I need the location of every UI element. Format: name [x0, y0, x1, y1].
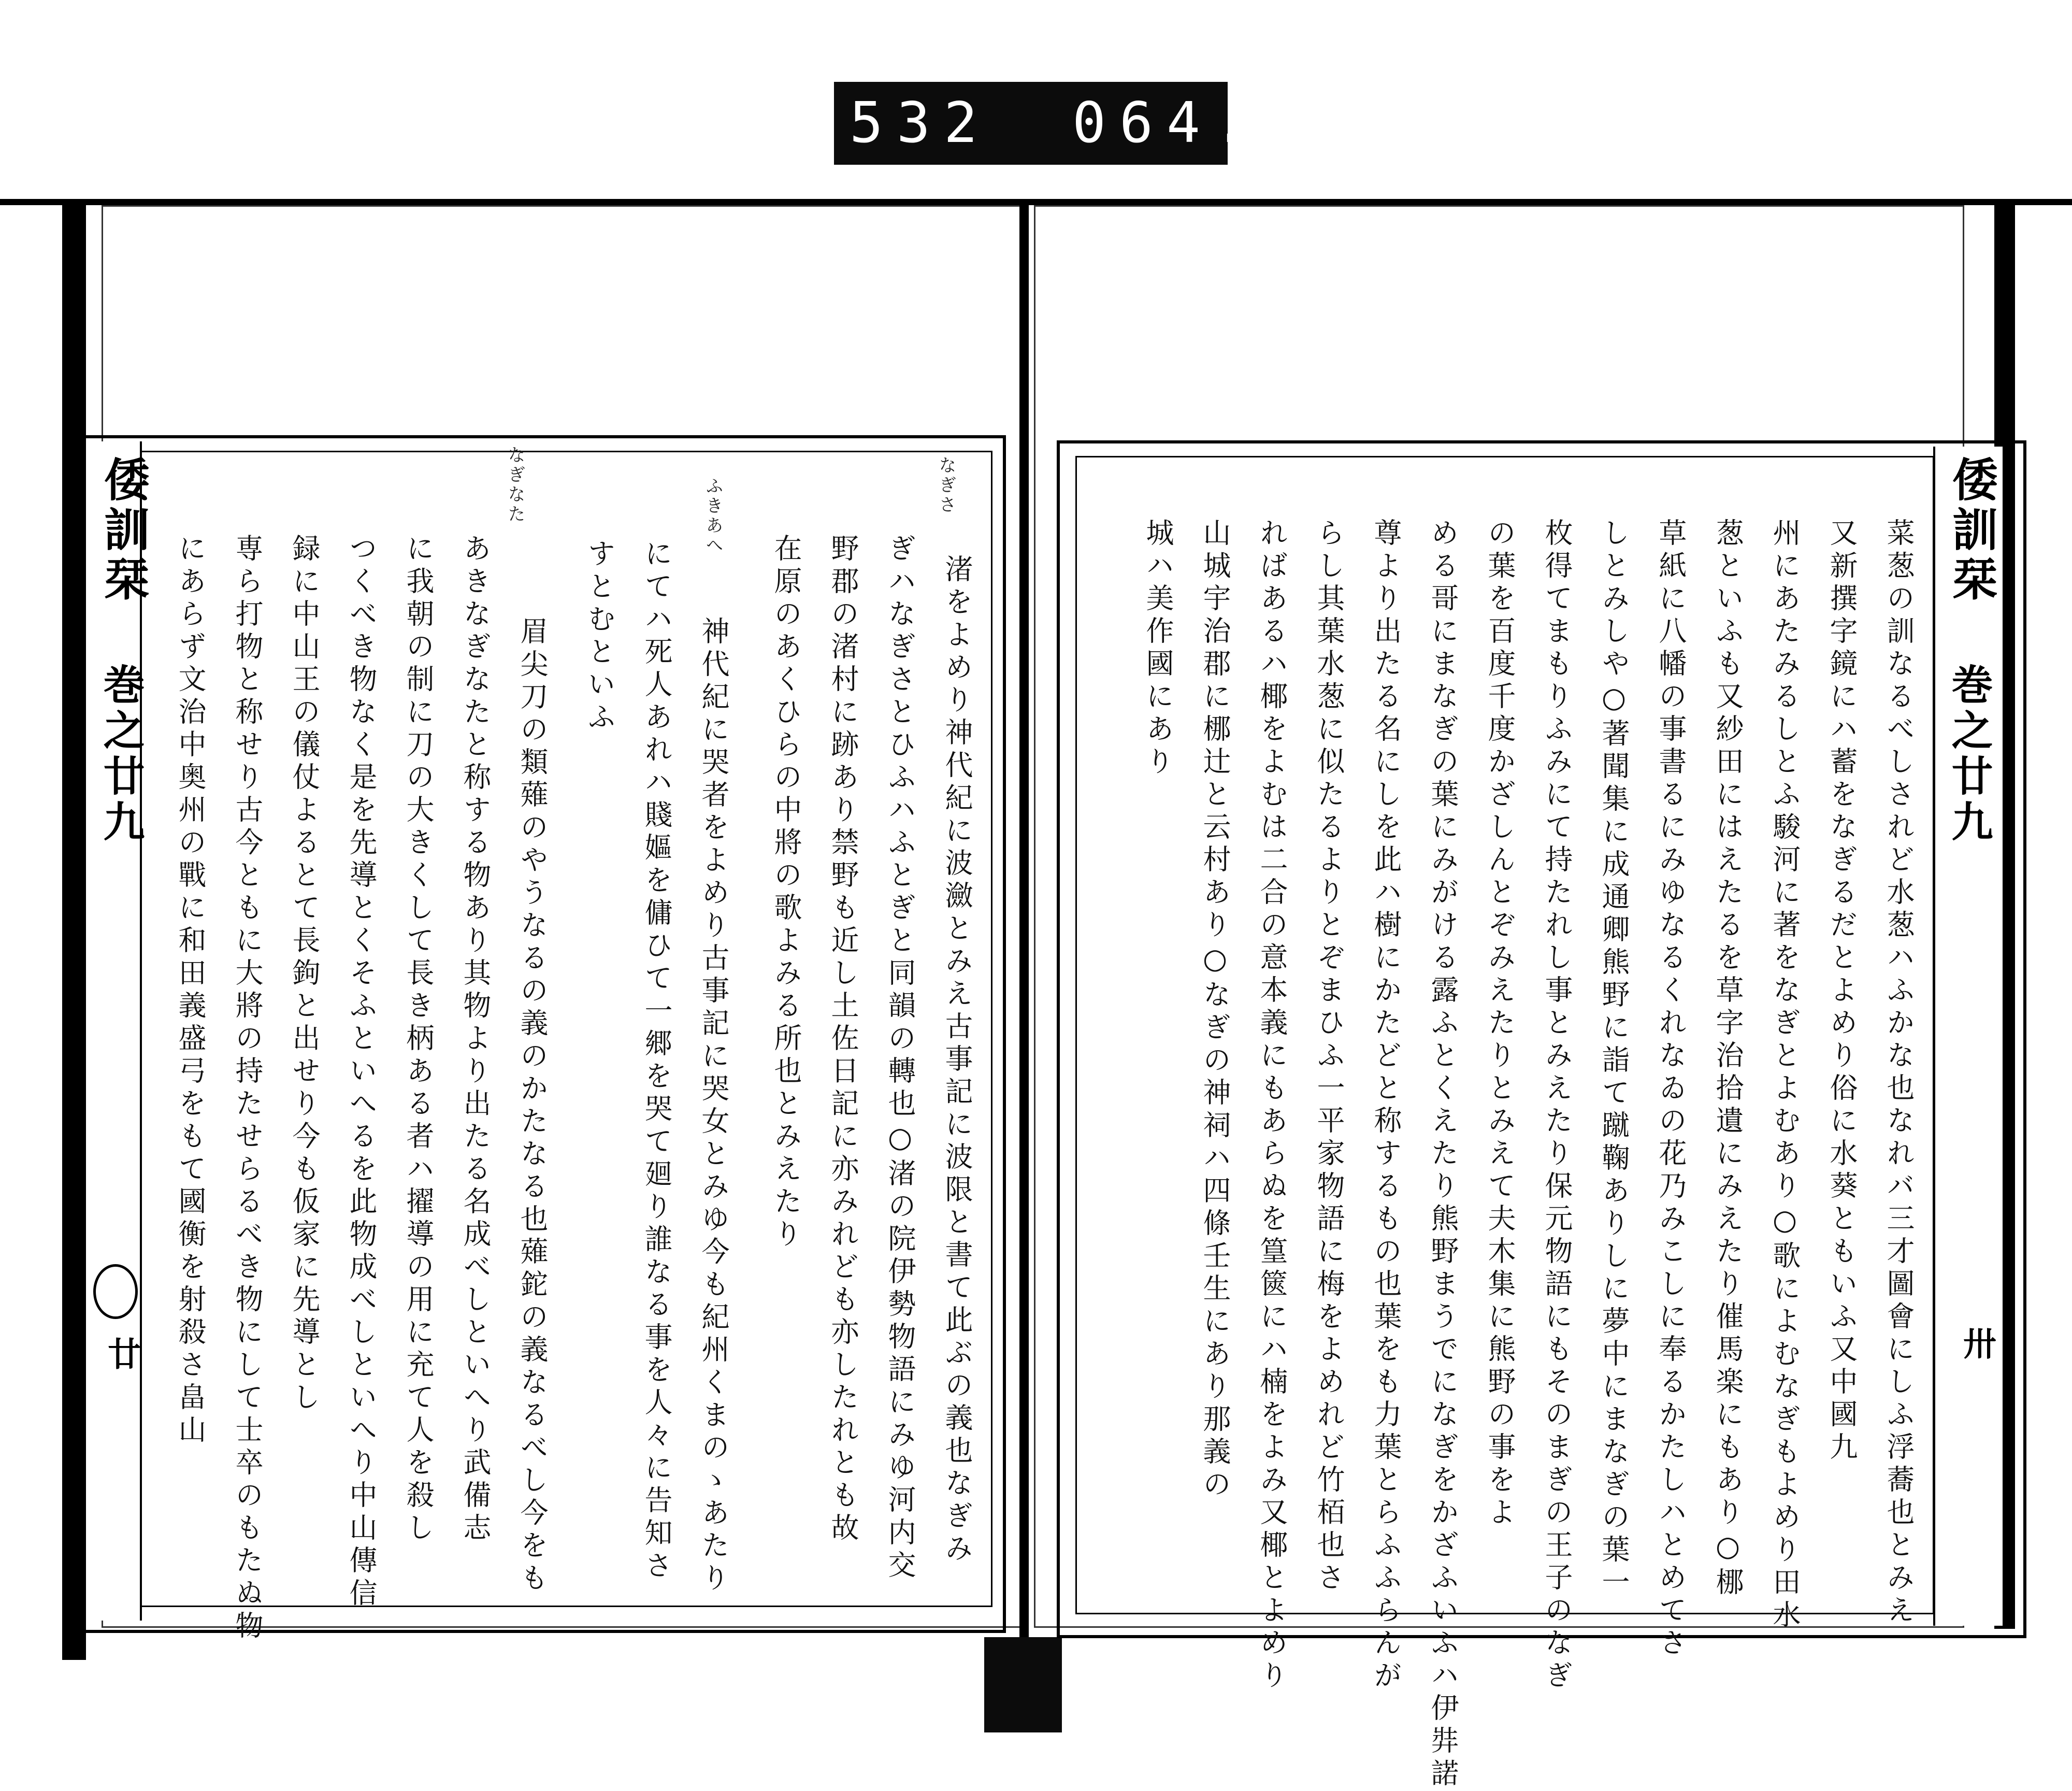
- right-text-column: 枚得てまもりふみにて持たれし事とみえたり保元物語にもそのまぎの王子のなぎ: [1541, 518, 1573, 1693]
- left-binding-cord-hole: [93, 1264, 138, 1319]
- left-folio: 廿: [102, 1337, 141, 1370]
- right-text-column: 尊より出たる名にしを此ハ樹にかたどと称するもの也葉をも力葉とらふふらんが: [1370, 518, 1402, 1693]
- left-gloss: ふきあへ: [702, 477, 723, 555]
- right-margin-title: 倭訓栞: [1945, 456, 1999, 605]
- left-text-column: にてハ死人あれハ賤嫗を傭ひて一郷を哭て廻り誰なる事を人々に告知さ: [640, 539, 673, 1583]
- left-margin-title: 倭訓栞: [97, 456, 151, 605]
- right-text-column: しとみしや○著聞集に成通卿熊野に詣て蹴鞠ありしに夢中にまなぎの葉一: [1598, 518, 1630, 1600]
- left-text-column: 眉尖刀の類薙のやうなるの義のかたなる也薙鉈の義なるべし今をも: [516, 617, 549, 1596]
- left-text-column: 録に中山王の儀仗よるとて長鉤と出せり今も仮家に先導とし: [288, 534, 321, 1415]
- left-gloss: なぎさ: [936, 456, 956, 515]
- right-text-column: 菜葱の訓なるべしされど水葱ハふかな也なれバ三才圖會にしふ浮蕎也とみえ: [1882, 518, 1915, 1628]
- right-text-column: 城ハ美作國にあり: [1142, 518, 1174, 779]
- left-text-column: ぎハなぎさとひふハふとぎと同韻の轉也○渚の院伊勢物語にみゆ河内交: [884, 534, 916, 1583]
- left-text-column: 野郡の渚村に跡あり禁野も近し土佐日記に亦みれども亦したれとも故: [827, 534, 859, 1545]
- left-text-column: 神代紀に哭者をよめり古事記に哭女とみゆ今も紀州くまのゝあたり: [697, 617, 730, 1596]
- right-text-column: ればあるハ椰をよむは二合の意本義にもあらぬを篁篋にハ楠をよみ又椰とよめり: [1256, 518, 1288, 1693]
- right-text-column: らし其葉水葱に似たるよりとぞまひふ一平家物語に梅をよめれど竹栢也さ: [1313, 518, 1345, 1595]
- frame-number: 064.: [1072, 91, 1261, 155]
- left-text-column: にあらず文治中奥州の戰に和田義盛弓をもて國衡を射殺さ畠山: [174, 534, 207, 1448]
- top-binding-rule: [0, 199, 2072, 205]
- right-text-column: 州にあたみるしとふ駿河に著をなぎとよむあり○歌によむなぎもよめり田水: [1768, 518, 1801, 1632]
- right-text-column: 葱といふも又紗田にはえたるを草字治拾遺にみえたり催馬楽にもあり○梛: [1711, 518, 1744, 1600]
- right-text-column: める哥にまなぎの葉にみがける露ふとくえたり熊野まうでになぎをかざふいふハ伊弉諾: [1427, 518, 1459, 1791]
- right-text-column: 草紙に八幡の事書るにみゆなるくれなゐの花乃みこしに奉るかたしハとめてさ: [1654, 518, 1687, 1660]
- left-text-column: 専ら打物と称せり古今ともに大將の持たせらるべき物にして士卒のもたぬ物: [231, 534, 264, 1643]
- right-text-column: 又新撰字鏡にハ蓄をなぎるだとよめり俗に水葵ともいふ又中國九: [1825, 518, 1858, 1465]
- book-spine: [1019, 199, 1029, 1665]
- left-text-column: 渚をよめり神代紀に波瀲とみえ古事記に波限と書て此ぶの義也なぎみ: [941, 554, 973, 1566]
- reel-number: 532: [850, 91, 991, 155]
- left-text-column: あきなぎなたと称する物あり其物より出たる名成べしといへり武備志: [459, 534, 492, 1545]
- right-text-column: の葉を百度千度かざしんとぞみえたりとみえて夫木集に熊野の事をよ: [1484, 518, 1516, 1530]
- reel-number-plate: [834, 82, 1261, 165]
- spine-tab: [984, 1637, 1062, 1732]
- left-volume-label: 巻之廿九: [96, 663, 145, 846]
- left-text-column: すとむといふ: [583, 539, 616, 735]
- right-volume-label: 巻之廿九: [1945, 663, 1993, 846]
- left-text-column: 在原のあくひらの中將の歌よみる所也とみえたり: [770, 534, 802, 1252]
- left-text-column: つくべき物なく是を先導とくそふといへるを此物成べしといへり中山傳信: [345, 534, 378, 1611]
- right-text-column: 山城宇治郡に梛辻と云村あり○なぎの神祠ハ四條壬生にあり那義の: [1199, 518, 1231, 1502]
- left-text-column: に我朝の制に刀の大きくして長き柄ある者ハ擢導の用に充て人を殺し: [402, 534, 435, 1545]
- right-folio: 卅: [1958, 1326, 1996, 1359]
- left-gloss: なぎなた: [505, 446, 525, 524]
